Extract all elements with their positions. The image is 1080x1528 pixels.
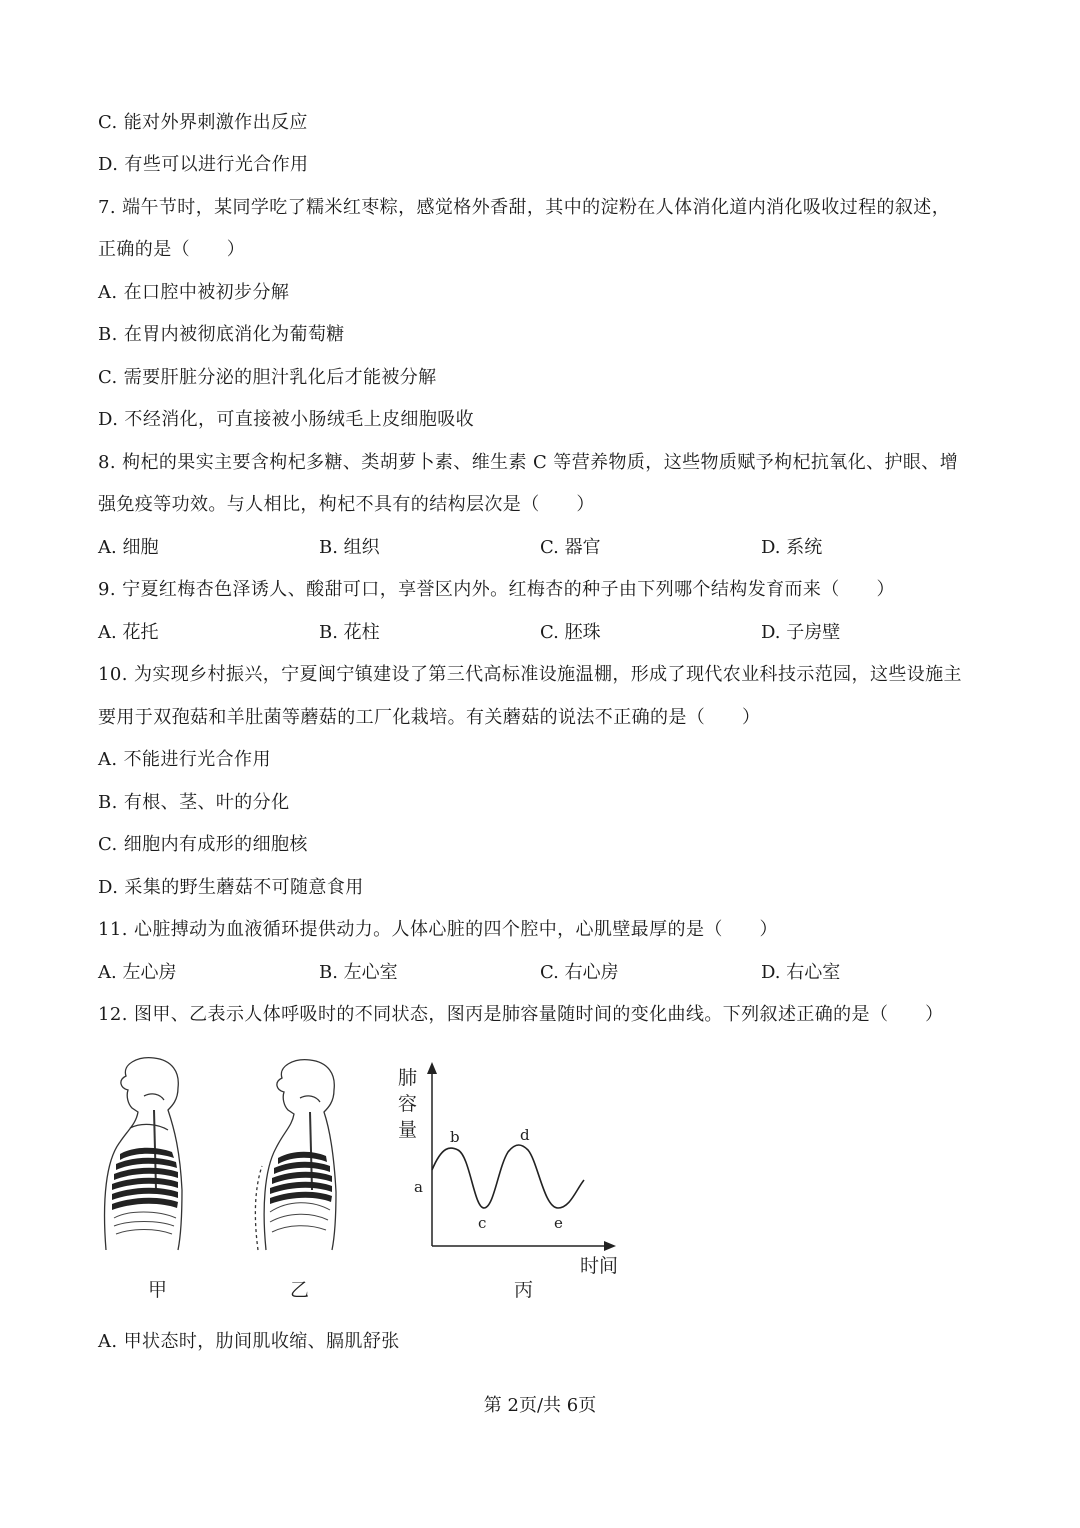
x-axis-arrow-icon (604, 1241, 616, 1251)
q11-stem: 11. 心脏搏动为血液循环提供动力。人体心脏的四个腔中，心肌壁最厚的是（ ） (98, 919, 778, 940)
q7-stem-line2: 正确的是（ ） (98, 239, 246, 260)
q7-stem-line1: 7. 端午节时，某同学吃了糯米红枣粽，感觉格外香甜，其中的淀粉在人体消化道内消化吸收过程的叙述， (98, 197, 951, 218)
page-footer: 第 2页/共 6页 (483, 1395, 597, 1416)
q8-option-c: C. 器官 (540, 537, 601, 558)
q9-stem: 9. 宁夏红梅杏色泽诱人、酸甜可口，享誉区内外。红梅杏的种子由下列哪个结构发育而来（ ） (98, 579, 895, 600)
q8-options (98, 535, 998, 561)
q7-option-b: B. 在胃内被彻底消化为葡萄糖 (98, 324, 345, 345)
q7-option-c: C. 需要肝脏分泌的胆汁乳化后才能被分解 (98, 367, 437, 388)
q6-option-d: D. 有些可以进行光合作用 (98, 154, 309, 175)
figure-label-bing: 丙 (514, 1279, 534, 1301)
y-axis-label-char-2: 容 (398, 1093, 418, 1115)
figure-label-yi: 乙 (290, 1279, 310, 1301)
diaphragm-yi (270, 1203, 330, 1232)
point-label-a: a (414, 1178, 423, 1196)
q8-option-a: A. 细胞 (98, 537, 159, 558)
y-axis-label-char-1: 肺 (398, 1067, 418, 1089)
figure-label-jia: 甲 (148, 1279, 168, 1301)
q11-option-c: C. 右心房 (540, 962, 619, 983)
q11-option-a: A. 左心房 (98, 962, 177, 983)
point-label-b: b (450, 1128, 460, 1146)
q12-option-a: A. 甲状态时，肋间肌收缩、膈肌舒张 (98, 1331, 400, 1352)
q7-option-a: A. 在口腔中被初步分解 (98, 282, 290, 303)
point-label-e: e (554, 1214, 563, 1232)
q10-option-d: D. 采集的野生蘑菇不可随意食用 (98, 877, 364, 898)
q9-option-d: D. 子房壁 (761, 622, 841, 643)
q11-option-b: B. 左心室 (319, 962, 398, 983)
ribcage-jia (112, 1148, 178, 1210)
q7-option-d: D. 不经消化，可直接被小肠绒毛上皮细胞吸收 (98, 409, 475, 430)
point-label-d: d (520, 1126, 530, 1144)
q8-stem-line2: 强免疫等功效。与人相比，枸杞不具有的结构层次是（ ） (98, 494, 595, 515)
q10-stem-line1: 10. 为实现乡村振兴，宁夏闽宁镇建设了第三代高标准设施温棚，形成了现代农业科技示范园，这些设施主 (98, 664, 962, 685)
q10-option-b: B. 有根、茎、叶的分化 (98, 792, 290, 813)
point-label-c: c (478, 1214, 487, 1232)
q10-option-a: A. 不能进行光合作用 (98, 749, 271, 770)
q8-option-d: D. 系统 (761, 537, 823, 558)
q6-option-c: C. 能对外界刺激作出反应 (98, 112, 308, 133)
diaphragm-jia (114, 1212, 176, 1234)
x-axis-label: 时间 (580, 1255, 619, 1277)
y-axis-arrow-icon (427, 1062, 437, 1074)
q8-option-b: B. 组织 (319, 537, 380, 558)
y-axis-label-char-3: 量 (398, 1119, 418, 1141)
q11-options (98, 960, 998, 986)
q10-stem-line2: 要用于双孢菇和羊肚菌等蘑菇的工厂化栽培。有关蘑菇的说法不正确的是（ ） (98, 707, 761, 728)
q11-option-d: D. 右心室 (761, 962, 841, 983)
q9-option-b: B. 花柱 (319, 622, 380, 643)
q9-option-a: A. 花托 (98, 622, 159, 643)
q12-stem: 12. 图甲、乙表示人体呼吸时的不同状态，图丙是肺容量随时间的变化曲线。下列叙述正确的是（ ） (98, 1004, 944, 1025)
q8-stem-line1: 8. 枸杞的果实主要含枸杞多糖、类胡萝卜素、维生素 C 等营养物质，这些物质赋予枸杞抗氧化、护眼、增 (98, 452, 959, 473)
q9-option-c: C. 胚珠 (540, 622, 601, 643)
ribcage-yi (270, 1152, 332, 1204)
lung-volume-curve (432, 1145, 584, 1208)
lung-volume-chart (398, 1062, 618, 1277)
q10-option-c: C. 细胞内有成形的细胞核 (98, 834, 308, 855)
q9-options (98, 620, 998, 646)
q12-figure (98, 1050, 658, 1310)
